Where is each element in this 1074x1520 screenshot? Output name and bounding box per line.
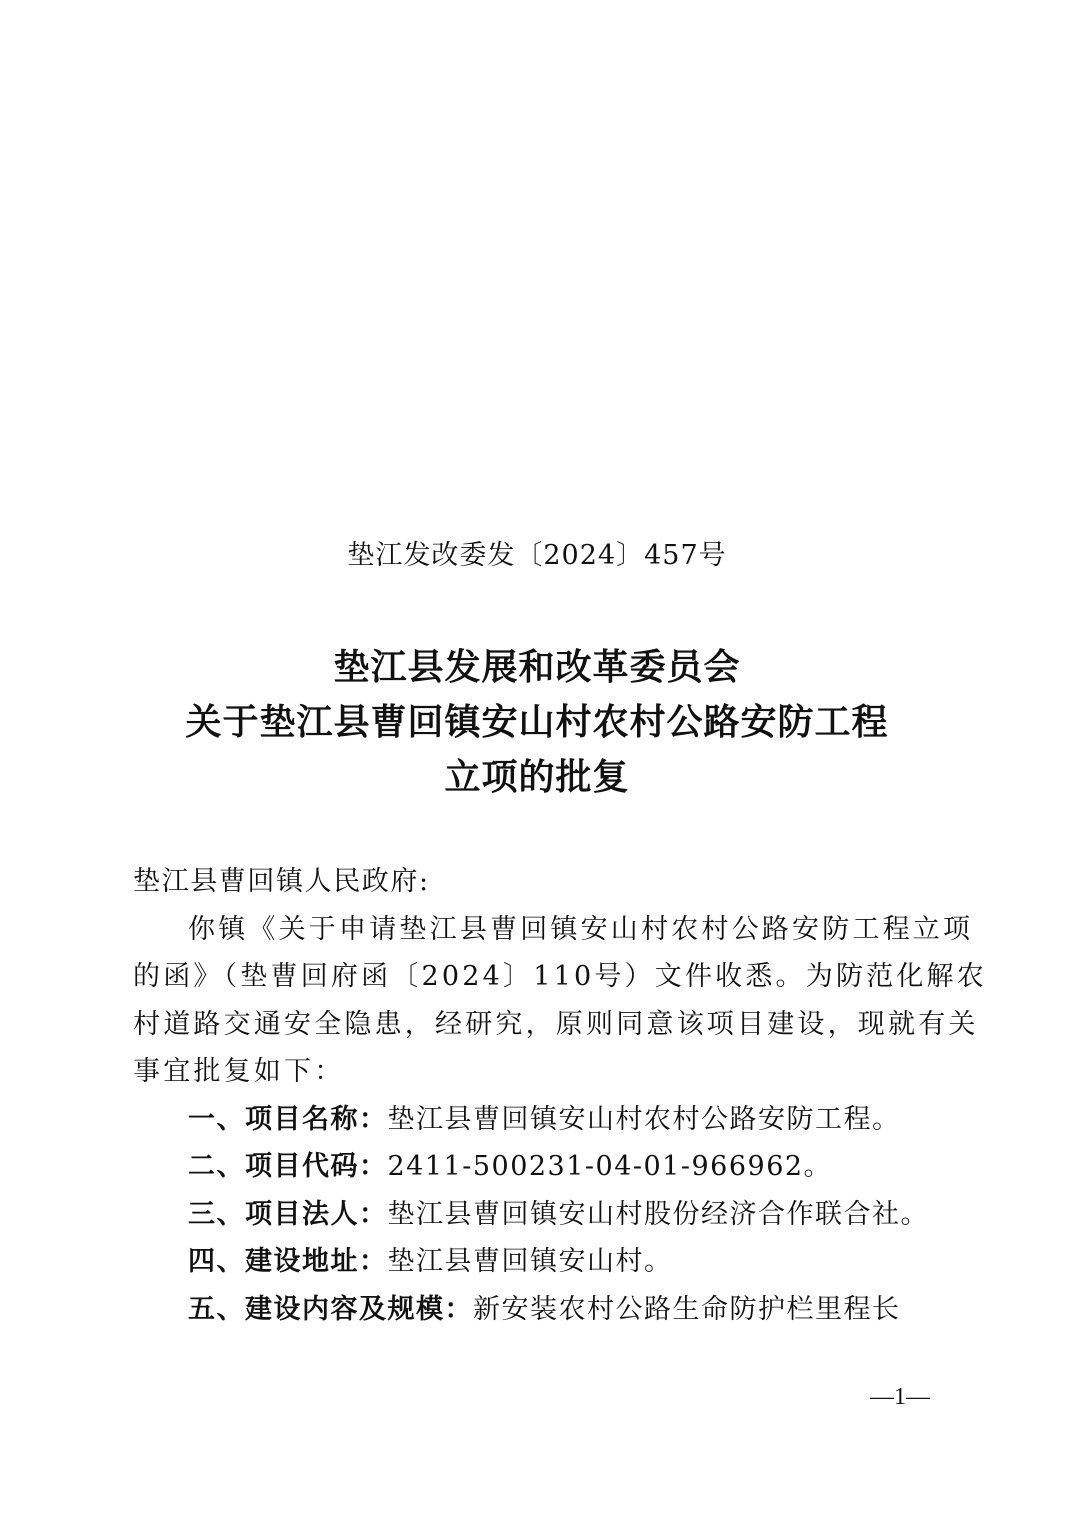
paragraph-line: 村道路交通安全隐患，经研究，原则同意该项目建设，现就有关 — [133, 1008, 979, 1040]
title-line-3: 立项的批复 — [444, 757, 630, 798]
paragraph-line: 事宜批复如下： — [133, 1056, 345, 1087]
item-project-code — [133, 1143, 941, 1191]
item-value: 新安装农村公路生命防护栏里程长 — [473, 1293, 901, 1325]
item-project-legal-person — [133, 1191, 941, 1239]
greeting: 垫江县曹回镇人民政府: — [133, 866, 430, 897]
item-value: 垫江县曹回镇安山村。 — [387, 1246, 673, 1277]
paragraph-line: 你镇《关于申请垫江县曹回镇安山村农村公路安防工程立项 — [188, 913, 974, 945]
document-title — [0, 640, 1074, 805]
item-construction-address — [133, 1238, 941, 1286]
paragraph-line: 的函》（垫曹回府函〔2024〕110号）文件收悉。为防范化解农 — [133, 961, 987, 992]
item-label: 二、项目代码： — [188, 1151, 388, 1182]
item-label: 一、项目名称： — [188, 1103, 388, 1135]
item-construction-content — [133, 1286, 941, 1334]
item-value: 垫江县曹回镇安山村农村公路安防工程。 — [387, 1103, 901, 1135]
item-label: 三、项目法人： — [188, 1198, 388, 1230]
item-label: 四、建设地址： — [188, 1246, 388, 1277]
item-value: 垫江县曹回镇安山村股份经济合作联合社。 — [387, 1198, 929, 1230]
title-line-1: 垫江县发展和改革委员会 — [333, 647, 741, 688]
item-label: 五、建设内容及规模： — [188, 1293, 473, 1325]
document-body — [133, 858, 987, 1333]
page-number: —1— — [870, 1384, 930, 1410]
item-value: 2411-500231-04-01-966962。 — [387, 1151, 833, 1182]
document-number: 垫江发改委发〔2024〕457号 — [347, 540, 727, 571]
item-project-name — [133, 1096, 941, 1144]
title-line-2: 关于垫江县曹回镇安山村农村公路安防工程 — [185, 702, 889, 743]
